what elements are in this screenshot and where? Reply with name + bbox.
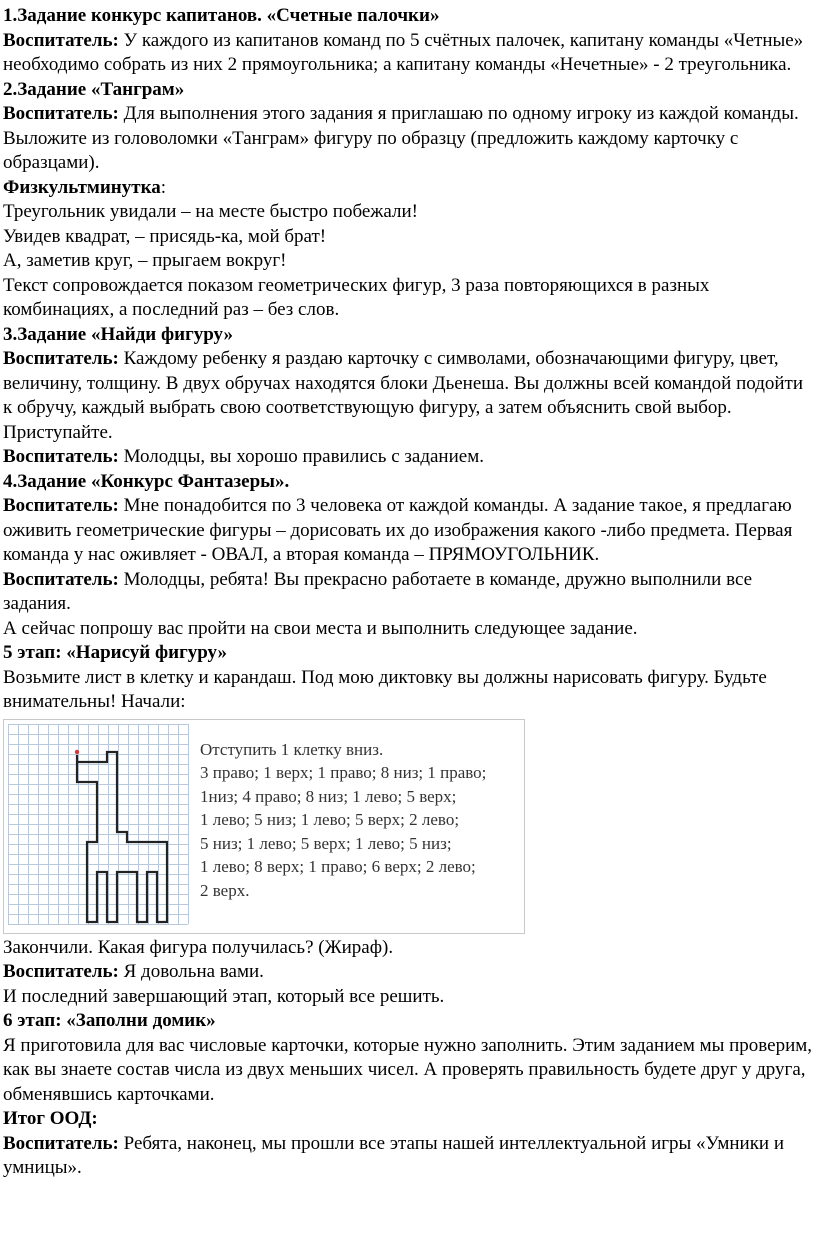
poem-line: Треугольник увидали – на месте быстро побежали! bbox=[3, 201, 419, 222]
section-4 bbox=[3, 470, 813, 642]
section-4-title: 4.Задание «Конкурс Фантазеры». bbox=[3, 470, 290, 492]
figure-instructions bbox=[200, 738, 486, 903]
section-1 bbox=[3, 4, 813, 78]
speaker-label: Воспитатель: bbox=[3, 446, 119, 467]
colon: : bbox=[160, 176, 167, 198]
paragraph-text: Мне понадобится по 3 человека от каждой команды. А задание такое, я предлагаю оживить геометрические фигуры – дорисовать их до изображения какого -либо предмета. Первая команда у нас оживляет - ОВАЛ, а вторая команда – ПРЯМОУГОЛЬНИК. bbox=[3, 495, 793, 565]
section-itog bbox=[3, 1107, 813, 1181]
paragraph-text: А сейчас попрошу вас пройти на свои места и выполнить следующее задание. bbox=[3, 617, 638, 639]
figure-line: 3 право; 1 верх; 1 право; 8 низ; 1 право; bbox=[200, 763, 487, 783]
paragraph-text: Ребята, наконец, мы прошли все этапы нашей интеллектуальной игры «Умники и умницы». bbox=[3, 1132, 785, 1178]
paragraph-text: И последний завершающий этап, который все решить. bbox=[3, 985, 445, 1007]
section-3-title: 3.Задание «Найди фигуру» bbox=[3, 323, 234, 345]
speaker-label: Воспитатель: bbox=[3, 348, 119, 369]
paragraph-text: Для выполнения этого задания я приглашаю по одному игроку из каждой команды. bbox=[118, 103, 799, 124]
paragraph-text: Закончили. Какая фигура получилась? (Жираф). bbox=[3, 936, 394, 958]
giraffe-outline bbox=[77, 752, 167, 922]
figure-line: 1 лево; 8 верх; 1 право; 6 верх; 2 лево; bbox=[200, 857, 476, 877]
poem-line: Увидев квадрат, – присядь-ка, мой брат! bbox=[3, 225, 327, 247]
section-5-title: 5 этап: «Нарисуй фигуру» bbox=[3, 642, 227, 663]
fizkultminutka-title: Физкультминутка bbox=[3, 176, 161, 198]
itog-title: Итог ООД: bbox=[3, 1108, 98, 1129]
speaker-label: Воспитатель: bbox=[3, 495, 119, 516]
paragraph-text: Каждому ребенку я раздаю карточку с символами, обозначающими фигуру, цвет, величину, толщину. В двух обручах находятся блоки Дьенеша. Вы должны всей командой подойти к обручу, каждый выбрать свою соответствующую фигуру, а затем объяснить свой выбор. Приступайте. bbox=[3, 348, 804, 443]
paragraph-text: У каждого из капитанов команд по 5 счётных палочек, капитану команды «Четные» необходимо собрать из них 2 прямоугольника; а капитану команды «Нечетные» - 2 треугольника. bbox=[3, 29, 804, 75]
paragraph-text: Молодцы, ребята! Вы прекрасно работаете в команде, дружно выполнили все задания. bbox=[3, 568, 753, 614]
section-3 bbox=[3, 323, 813, 470]
document-page bbox=[3, 4, 813, 1181]
figure-line: 2 верх. bbox=[200, 881, 250, 901]
paragraph-text: Молодцы, вы хорошо правились с заданием. bbox=[118, 446, 484, 467]
grid-drawing bbox=[8, 724, 192, 933]
speaker-label: Воспитатель: bbox=[3, 961, 119, 982]
giraffe-dictation-figure bbox=[3, 719, 525, 934]
section-6 bbox=[3, 1009, 813, 1107]
grid-lines bbox=[8, 724, 189, 925]
start-point-icon bbox=[75, 749, 79, 753]
figure-line: 1низ; 4 право; 8 низ; 1 лево; 5 верх; bbox=[200, 786, 457, 806]
paragraph-text: Я довольна вами. bbox=[118, 961, 264, 982]
speaker-label: Воспитатель: bbox=[3, 103, 119, 124]
section-5 bbox=[3, 641, 813, 715]
figure-line: Отступить 1 клетку вниз. bbox=[200, 739, 384, 759]
giraffe-grid-icon bbox=[8, 724, 192, 928]
section-5-continued bbox=[3, 936, 813, 1010]
speaker-label: Воспитатель: bbox=[3, 29, 119, 51]
poem-line: А, заметив круг, – прыгаем вокруг! bbox=[3, 250, 287, 271]
section-2 bbox=[3, 78, 813, 176]
figure-line: 1 лево; 5 низ; 1 лево; 5 верх; 2 лево; bbox=[200, 810, 460, 830]
paragraph-text: Я приготовила для вас числовые карточки, которые нужно заполнить. Этим заданием мы проверим, как вы знаете состав числа из двух меньших чисел. А проверять правильность будете друг у друга, обменявшись карточками. bbox=[3, 1034, 813, 1105]
section-1-title: 1.Задание конкурс капитанов. «Счетные палочки» bbox=[3, 5, 440, 26]
figure-line: 5 низ; 1 лево; 5 верх; 1 лево; 5 низ; bbox=[200, 833, 452, 853]
paragraph-text: Текст сопровождается показом геометрических фигур, 3 раза повторяющихся в разных комбинациях, а последний раз – без слов. bbox=[3, 274, 710, 320]
section-6-title: 6 этап: «Заполни домик» bbox=[3, 1010, 216, 1031]
section-2-title: 2.Задание «Танграм» bbox=[3, 78, 185, 100]
fizkultminutka bbox=[3, 176, 813, 323]
speaker-label: Воспитатель: bbox=[3, 1132, 119, 1154]
paragraph-text: Возьмите лист в клетку и карандаш. Под мою диктовку вы должны нарисовать фигуру. Будьте внимательны! Начали: bbox=[3, 666, 767, 712]
paragraph-text: Выложите из головоломки «Танграм» фигуру по образцу (предложить каждому карточку с образцами). bbox=[3, 127, 739, 173]
speaker-label: Воспитатель: bbox=[3, 568, 119, 590]
